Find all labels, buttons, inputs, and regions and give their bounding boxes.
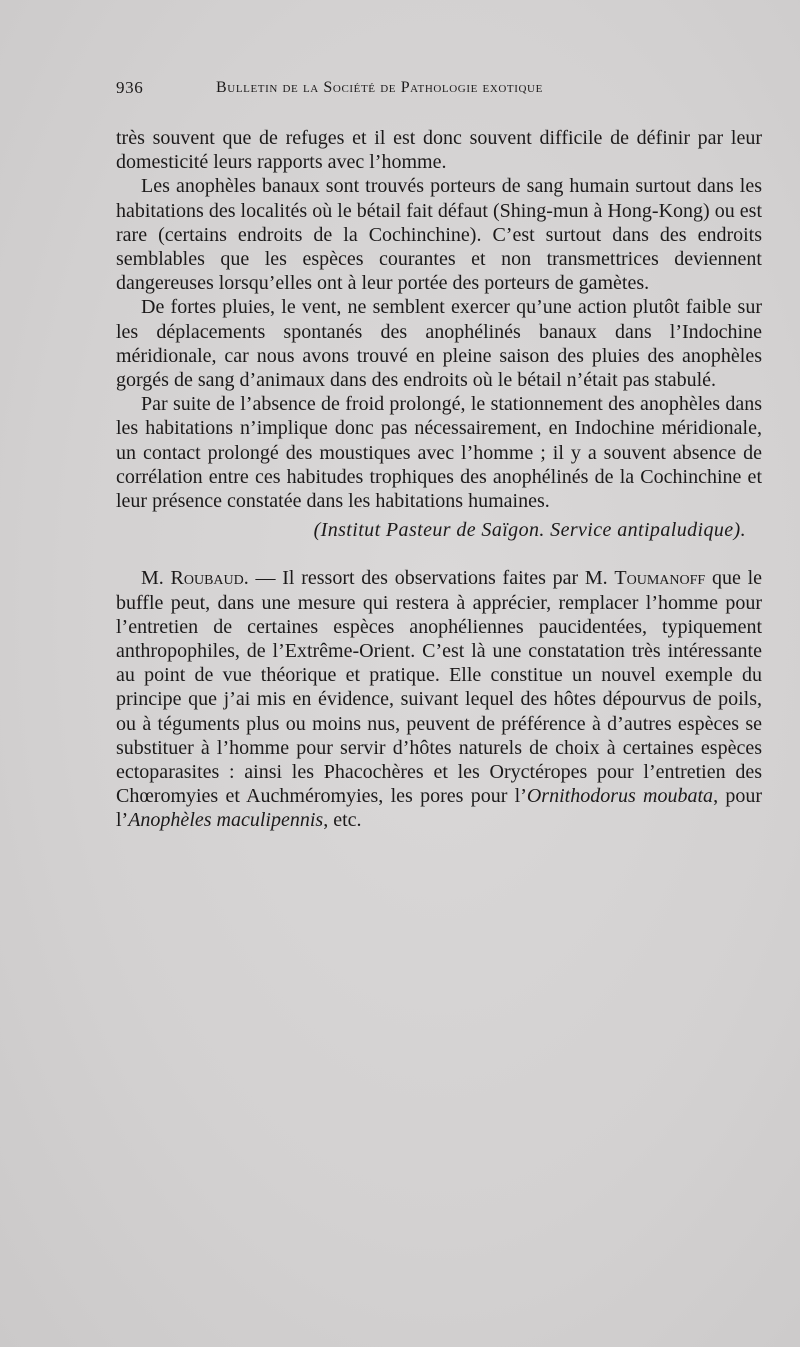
article-body [116, 126, 762, 542]
speaker-name: M. Roubaud. [141, 567, 249, 590]
institution-signature: (Institut Pasteur de Saïgon. Service antipaludique). [313, 519, 746, 542]
paragraph-anopheles-blood: Les anophèles banaux sont trouvés porteurs de sang humain surtout dans les habitations des localités où le bétail fait défaut (Shing-mun à Hong-Kong) ou est rare (certains endroits de la Cochinchine). C’est surtout dans des endroits semblables que les espèces courantes et non transmettrices deviennent dangereuses lorsqu’elles ont à leur portée des porteurs de gamètes. [116, 175, 762, 295]
cited-author: Toumanoff [614, 567, 706, 590]
discussion-remark [116, 566, 762, 832]
running-head [116, 78, 762, 108]
remark-text-4: , etc. [323, 809, 362, 832]
speaker-dash: — [248, 567, 283, 590]
remark-text-2: que le buffle peut, dans une mesure qui restera à apprécier, remplacer l’homme pour l’entretien de certaines espèces anophéliennes paucidentées, typiquement anthropophiles, de l’Extrême-Orient. C’est là une constatation très intéressante au point de vue théorique et pratique. Elle constitue un nouvel exemple du principe que j’ai mis en évidence, suivant lequel des hôtes dépourvus de poils, ou à téguments plus ou moins nus, peuvent de préférence à d’autres espèces se substituer à l’homme pour servir d’hôtes naturels de choix à certaines espèces ectoparasites : ainsi les Phacochères et les Oryctéropes pour l’entretien des Chœromyies et Auchméromyies, les pores pour [116, 567, 763, 808]
article-1: l’ [514, 785, 527, 808]
paragraph-continuation: très souvent que de refuges et il est donc souvent difficile de définir par leur domesticité leurs rapports avec l’homme. [116, 127, 762, 174]
paragraph-cold-absence: Par suite de l’absence de froid prolongé, le stationnement des anophèles dans les habitations n’implique donc pas nécessairement, en Indochine méridionale, un contact prolongé des moustiques avec l’homme ; il y a souvent absence de corrélation entre ces habitudes trophiques des anophélinés de la Cochinchine et leur présence constatée dans les habitations humaines. [116, 393, 762, 513]
remark-text-1: Il ressort des observations faites par M. [282, 567, 615, 590]
journal-title: Bulletin de la Société de Pathologie exotique [216, 79, 543, 96]
page [116, 78, 762, 833]
species-anopheles: Anophèles maculipennis [128, 809, 324, 832]
article-2: l’ [116, 809, 129, 832]
paragraph-rain-wind: De fortes pluies, le vent, ne semblent exercer qu’une action plutôt faible sur les déplacements spontanés des anophélinés banaux dans l’Indochine méridionale, car nous avons trouvé en pleine saison des pluies des anophèles gorgés de sang d’animaux dans des endroits où le bétail n’était pas stabulé. [116, 296, 762, 392]
page-number: 936 [116, 78, 144, 97]
species-ornithodorus: Ornithodorus moubata [526, 785, 714, 808]
remark-text-3: , pour [713, 785, 763, 808]
roubaud-paragraph [116, 566, 762, 832]
